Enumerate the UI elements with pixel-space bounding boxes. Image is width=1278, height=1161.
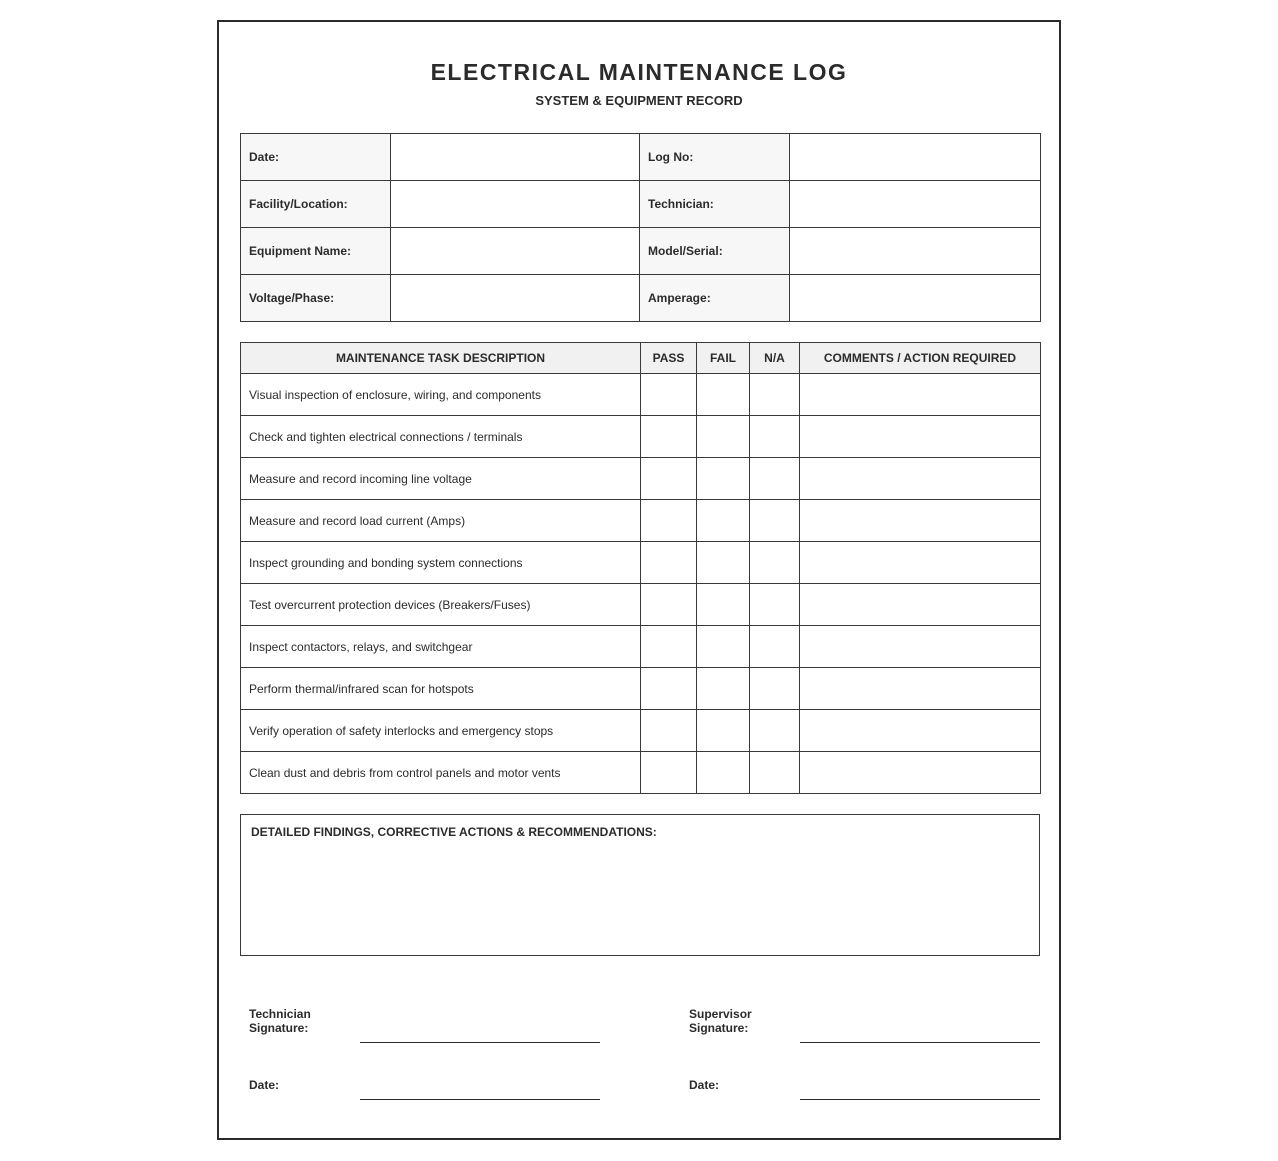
fail-header: FAIL	[697, 343, 750, 374]
task-row	[241, 458, 1041, 500]
log-no-field[interactable]	[790, 134, 1041, 181]
equipment-name-field[interactable]	[391, 228, 640, 275]
na-cell[interactable]	[750, 626, 800, 668]
task-description: Verify operation of safety interlocks and emergency stops	[241, 710, 641, 752]
page-subtitle: SYSTEM & EQUIPMENT RECORD	[535, 93, 743, 108]
fail-cell[interactable]	[697, 374, 750, 416]
info-row	[241, 228, 1041, 275]
task-description: Clean dust and debris from control panels and motor vents	[241, 752, 641, 794]
task-description: Test overcurrent protection devices (Breakers/Fuses)	[241, 584, 641, 626]
page-title: ELECTRICAL MAINTENANCE LOG	[430, 59, 848, 85]
task-row	[241, 668, 1041, 710]
comments-cell[interactable]	[800, 710, 1041, 752]
findings-box[interactable]	[240, 814, 1040, 956]
pass-cell[interactable]	[641, 458, 697, 500]
fail-cell[interactable]	[697, 416, 750, 458]
technician-signature-label-line1: Technician	[249, 1007, 311, 1021]
comments-cell[interactable]	[800, 668, 1041, 710]
na-cell[interactable]	[750, 668, 800, 710]
task-row	[241, 752, 1041, 794]
fail-cell[interactable]	[697, 458, 750, 500]
task-row	[241, 416, 1041, 458]
supervisor-date-line[interactable]	[800, 1099, 1040, 1100]
fail-cell[interactable]	[697, 542, 750, 584]
comments-cell[interactable]	[800, 458, 1041, 500]
comments-cell[interactable]	[800, 626, 1041, 668]
task-row	[241, 374, 1041, 416]
pass-cell[interactable]	[641, 710, 697, 752]
na-cell[interactable]	[750, 500, 800, 542]
task-header-row	[241, 343, 1041, 374]
supervisor-signature-line[interactable]	[800, 1042, 1040, 1043]
na-cell[interactable]	[750, 542, 800, 584]
comments-cell[interactable]	[800, 542, 1041, 584]
technician-field[interactable]	[790, 181, 1041, 228]
date-field[interactable]	[391, 134, 640, 181]
task-description: Visual inspection of enclosure, wiring, and components	[241, 374, 641, 416]
maintenance-task-table	[240, 342, 1041, 794]
supervisor-signature-label-line1: Supervisor	[689, 1007, 752, 1021]
na-cell[interactable]	[750, 458, 800, 500]
supervisor-date-label: Date:	[689, 1078, 720, 1092]
maintenance-log-form	[217, 20, 1061, 1140]
equipment-name-label: Equipment Name:	[241, 228, 391, 275]
technician-signature-label-line2: Signature:	[249, 1021, 309, 1035]
task-row	[241, 500, 1041, 542]
pass-cell[interactable]	[641, 626, 697, 668]
na-cell[interactable]	[750, 710, 800, 752]
voltage-phase-field[interactable]	[391, 275, 640, 322]
task-description: Check and tighten electrical connections / terminals	[241, 416, 641, 458]
comments-cell[interactable]	[800, 416, 1041, 458]
facility-location-field[interactable]	[391, 181, 640, 228]
task-description: Measure and record load current (Amps)	[241, 500, 641, 542]
info-row	[241, 275, 1041, 322]
pass-cell[interactable]	[641, 752, 697, 794]
info-row	[241, 181, 1041, 228]
comments-cell[interactable]	[800, 584, 1041, 626]
comments-cell[interactable]	[800, 752, 1041, 794]
pass-cell[interactable]	[641, 500, 697, 542]
pass-cell[interactable]	[641, 416, 697, 458]
fail-cell[interactable]	[697, 584, 750, 626]
pass-header: PASS	[641, 343, 697, 374]
facility-location-label: Facility/Location:	[241, 181, 391, 228]
supervisor-signature-label-line2: Signature:	[689, 1021, 749, 1035]
task-row	[241, 542, 1041, 584]
task-row	[241, 710, 1041, 752]
pass-cell[interactable]	[641, 668, 697, 710]
comments-header: COMMENTS / ACTION REQUIRED	[800, 343, 1041, 374]
fail-cell[interactable]	[697, 626, 750, 668]
na-cell[interactable]	[750, 584, 800, 626]
pass-cell[interactable]	[641, 542, 697, 584]
task-row	[241, 626, 1041, 668]
na-cell[interactable]	[750, 752, 800, 794]
date-label: Date:	[241, 134, 391, 181]
technician-signature-label	[249, 1007, 349, 1035]
na-header: N/A	[750, 343, 800, 374]
pass-cell[interactable]	[641, 374, 697, 416]
fail-cell[interactable]	[697, 668, 750, 710]
amperage-field[interactable]	[790, 275, 1041, 322]
na-cell[interactable]	[750, 374, 800, 416]
technician-signature-line[interactable]	[360, 1042, 600, 1043]
task-description: Measure and record incoming line voltage	[241, 458, 641, 500]
voltage-phase-label: Voltage/Phase:	[241, 275, 391, 322]
fail-cell[interactable]	[697, 710, 750, 752]
task-description: Inspect contactors, relays, and switchgear	[241, 626, 641, 668]
comments-cell[interactable]	[800, 374, 1041, 416]
technician-date-label: Date:	[249, 1078, 280, 1092]
technician-label: Technician:	[640, 181, 790, 228]
model-serial-label: Model/Serial:	[640, 228, 790, 275]
supervisor-signature-label	[689, 1007, 789, 1035]
fail-cell[interactable]	[697, 500, 750, 542]
task-row	[241, 584, 1041, 626]
equipment-info-table	[240, 133, 1041, 322]
info-row	[241, 134, 1041, 181]
findings-label: DETAILED FINDINGS, CORRECTIVE ACTIONS & RECOMMENDATIONS:	[251, 825, 657, 839]
na-cell[interactable]	[750, 416, 800, 458]
task-description-header: MAINTENANCE TASK DESCRIPTION	[241, 343, 641, 374]
model-serial-field[interactable]	[790, 228, 1041, 275]
task-description: Perform thermal/infrared scan for hotspots	[241, 668, 641, 710]
pass-cell[interactable]	[641, 584, 697, 626]
amperage-label: Amperage:	[640, 275, 790, 322]
log-no-label: Log No:	[640, 134, 790, 181]
task-description: Inspect grounding and bonding system connections	[241, 542, 641, 584]
fail-cell[interactable]	[697, 752, 750, 794]
comments-cell[interactable]	[800, 500, 1041, 542]
technician-date-line[interactable]	[360, 1099, 600, 1100]
